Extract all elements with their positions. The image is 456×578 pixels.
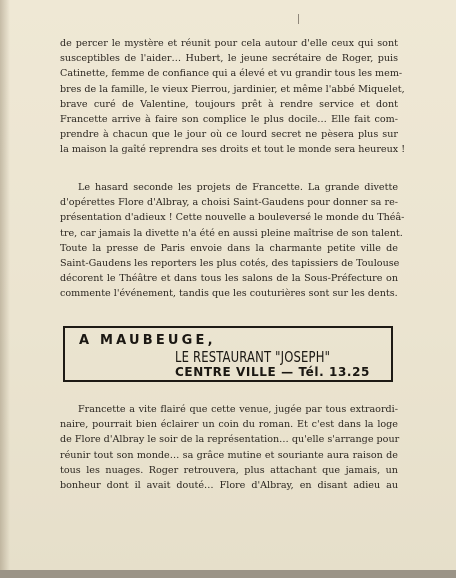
text-line: Le hasard seconde les projets de Francette. La grande divette [78,182,398,193]
text-line: bres de la famille, le vieux Pierrou, jardinier, et même l'abbé Miquelet, [60,83,405,95]
restaurant-advertisement [63,326,393,382]
text-line: d'opérettes Flore d'Albray, a choisi Saint-Gaudens pour donner sa re- [60,197,398,209]
text-line: Saint-Gaudens les reporters les plus cotés, des tapissiers de Toulouse [60,258,400,270]
text-line: décorent le Théâtre et dans tous les salons de la Sous-Préfecture on [60,273,398,285]
text-line: susceptibles de l'aider… Hubert, le jeune secrétaire de Roger, puis [60,53,398,65]
text-line: de percer le mystère et réunit pour cela autour d'elle ceux qui sont [60,38,398,49]
text-line: de Flore d'Albray le soir de la représentation… qu'elle s'arrange pour [60,434,400,446]
text-line: brave curé de Valentine, toujours prêt à rendre service et dont [60,98,398,110]
ad-contact: CENTRE VILLE — Tél. 13.25 [175,365,370,379]
text-line: bonheur dont il avait douté… Flore d'Albray, en disant adieu au [60,480,398,492]
page-mark [298,14,299,24]
text-line: Catinette, femme de confiance qui a élevé et vu grandir tous les mem- [60,68,403,80]
binding-shadow [0,0,10,578]
text-line: tous les nuages. Roger retrouvera, plus attachant que jamais, un [60,464,398,476]
page-bottom-edge [0,570,456,578]
ad-location: A MAUBEUGE, [79,333,216,348]
text-line: Francette arrive à faire son complice le plus docile… Elle fait com- [60,114,398,126]
paragraph-2 [60,180,405,302]
text-line: prendre à chacun que le jour où ce lourd secret ne pèsera plus sur [60,129,398,141]
text-line: Francette a vite flairé que cette venue, jugée par tous extraordi- [78,404,398,415]
ad-restaurant-name: LE RESTAURANT "JOSEPH" [175,348,331,366]
paragraph-1 [60,36,406,158]
text-line: présentation d'adieux ! Cette nouvelle a bouleversé le monde du Théâ- [60,212,405,224]
paragraph-3 [60,402,398,493]
text-line: naire, pourrait bien éclairer un coin du roman. Et c'est dans la loge [60,419,398,431]
text-line: commente l'événement, tandis que les couturières sont sur les dents. [60,288,398,300]
text-line: Toute la presse de Paris envoie dans la charmante petite ville de [60,242,398,254]
text-line: la maison la gaîté reprendra ses droits et tout le monde sera heureux ! [60,144,406,156]
text-line: tre, car jamais la divette n'a été en aussi pleine maîtrise de son talent. [60,227,403,239]
text-line: réunir tout son monde… sa grâce mutine et souriante aura raison de [60,449,398,461]
